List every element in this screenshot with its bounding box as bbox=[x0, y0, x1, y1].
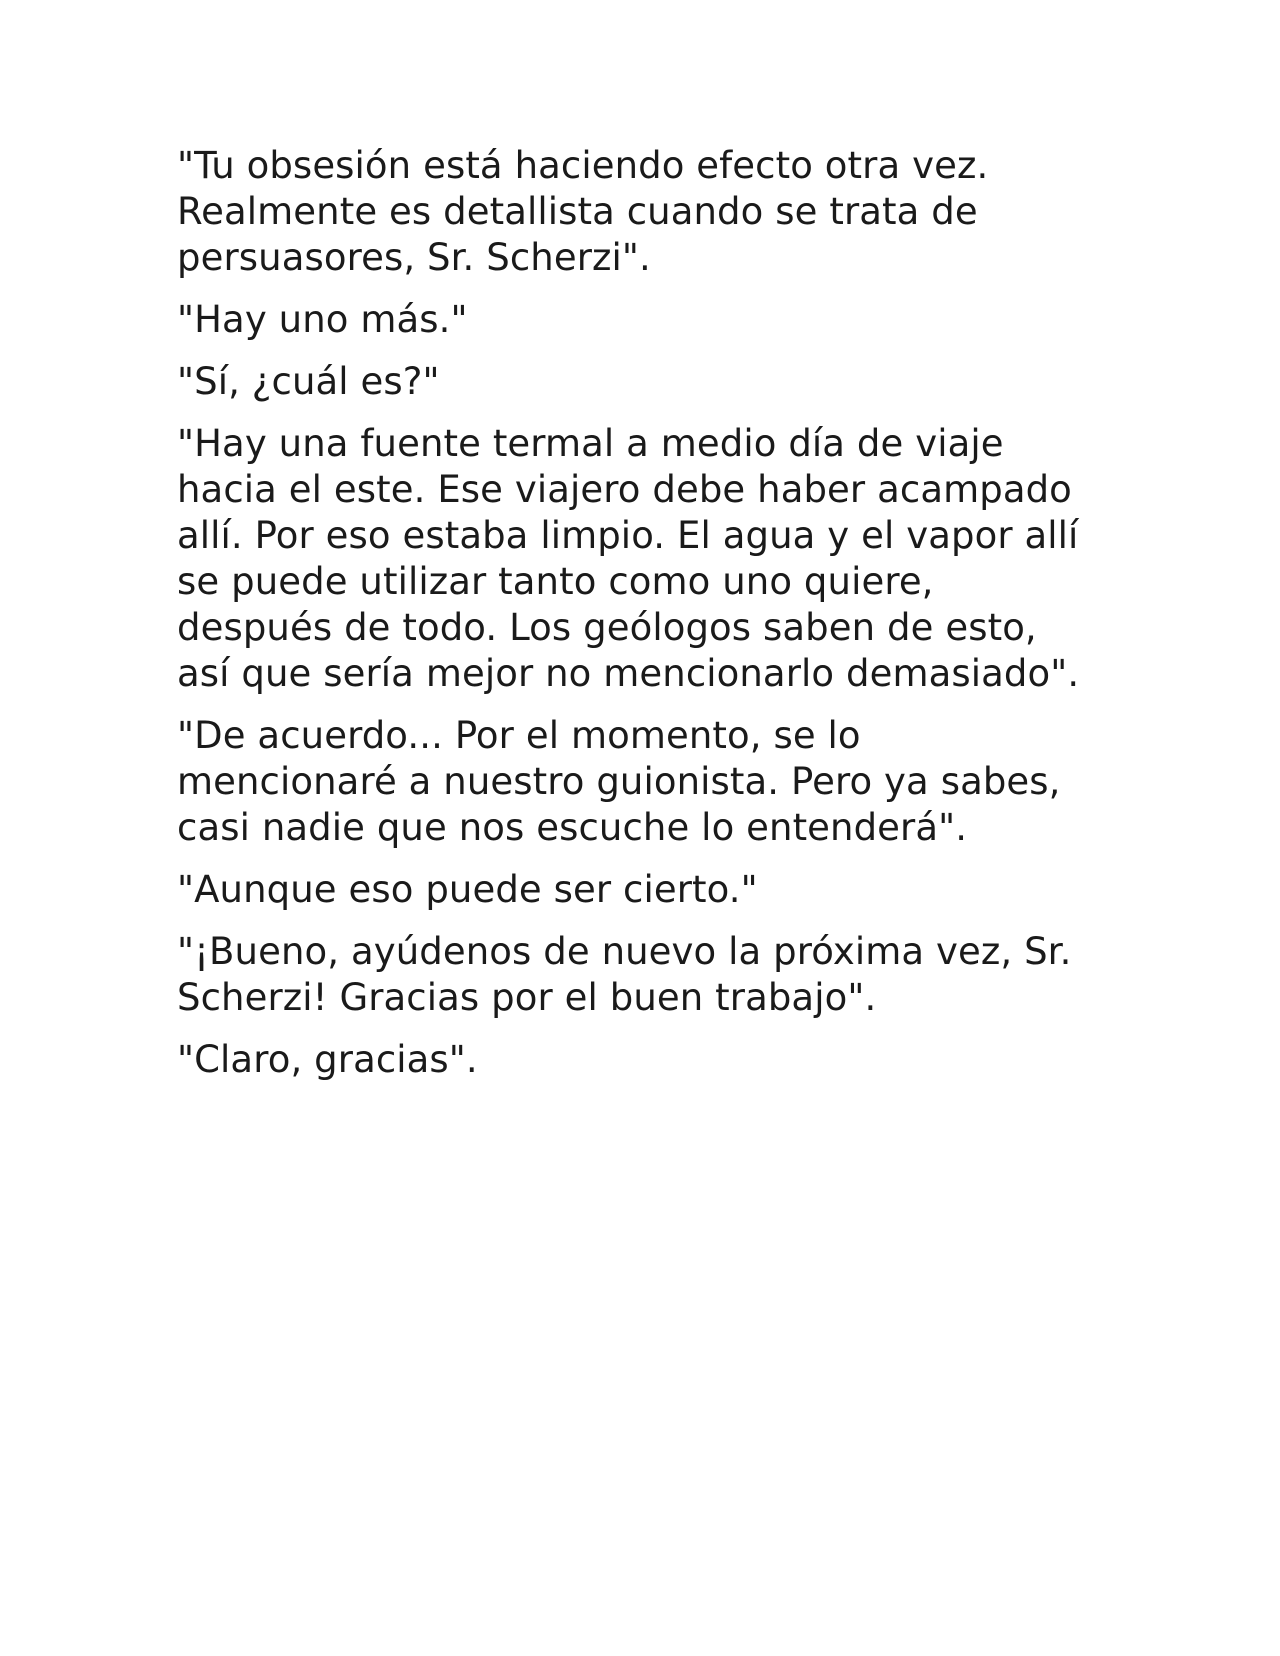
paragraph-1 bbox=[177, 143, 1117, 281]
paragraph-4 bbox=[177, 421, 1117, 697]
text-line: "Sí, ¿cuál es?" bbox=[177, 360, 440, 403]
paragraph-8 bbox=[177, 1037, 1117, 1083]
paragraph-5 bbox=[177, 713, 1117, 851]
text-line: mencionaré a nuestro guionista. Pero ya sabes, bbox=[177, 760, 1061, 803]
text-line: allí. Por eso estaba limpio. El agua y el vapor allí bbox=[177, 514, 1079, 557]
text-line: persuasores, Sr. Scherzi". bbox=[177, 236, 651, 279]
text-line: "Aunque eso puede ser cierto." bbox=[177, 868, 758, 911]
paragraph-2 bbox=[177, 297, 1117, 343]
paragraph-7 bbox=[177, 929, 1117, 1021]
text-line: casi nadie que nos escuche lo entenderá". bbox=[177, 806, 968, 849]
dialogue-text bbox=[177, 143, 1117, 1099]
text-line: "Hay uno más." bbox=[177, 298, 468, 341]
text-line: así que sería mejor no mencionarlo demasiado". bbox=[177, 652, 1080, 695]
text-line: Scherzi! Gracias por el buen trabajo". bbox=[177, 976, 877, 1019]
paragraph-6 bbox=[177, 867, 1117, 913]
text-line: "Hay una fuente termal a medio día de viaje bbox=[177, 422, 1004, 465]
text-line: se puede utilizar tanto como uno quiere, bbox=[177, 560, 934, 603]
text-line: hacia el este. Ese viajero debe haber acampado bbox=[177, 468, 1072, 511]
text-line: "¡Bueno, ayúdenos de nuevo la próxima vez, Sr. bbox=[177, 930, 1072, 973]
text-line: Realmente es detallista cuando se trata de bbox=[177, 190, 978, 233]
text-line: "Tu obsesión está haciendo efecto otra vez. bbox=[177, 144, 989, 187]
text-line: "De acuerdo... Por el momento, se lo bbox=[177, 714, 861, 757]
text-line: después de todo. Los geólogos saben de esto, bbox=[177, 606, 1037, 649]
paragraph-3 bbox=[177, 359, 1117, 405]
text-line: "Claro, gracias". bbox=[177, 1038, 478, 1081]
